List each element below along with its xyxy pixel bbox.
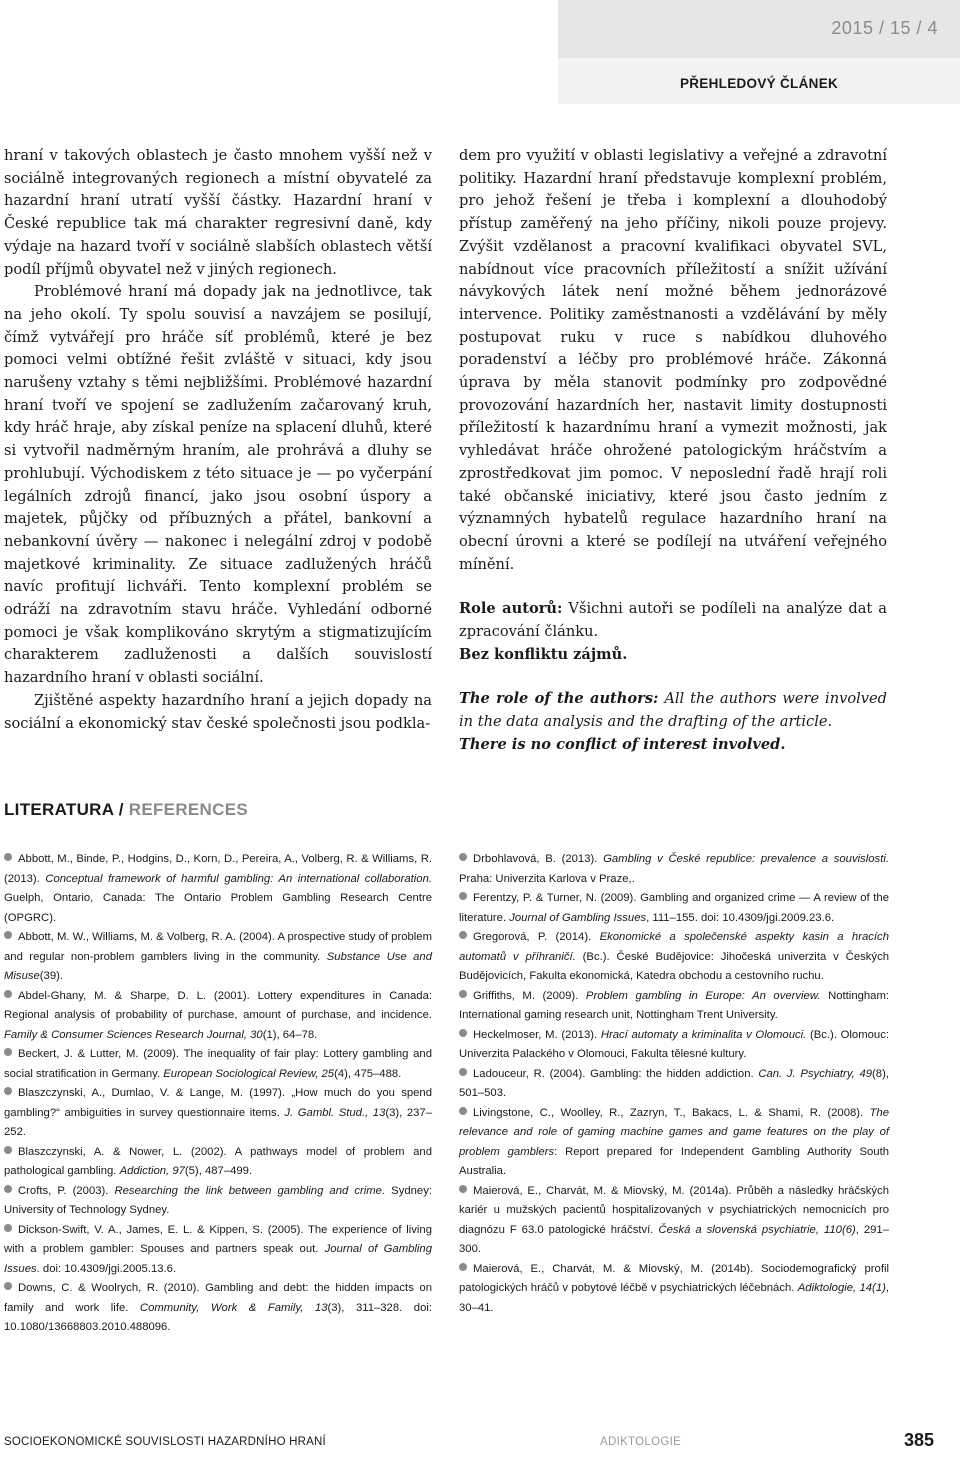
paragraph: Problémové hraní má dopady jak na jednotlivce, tak na jeho okolí. Ty spolu souvisí a navzájem se posilují, čímž vytvářejí pro hráče síť problémů, které je bez pomoci velmi obtížné řešit zvláště v situaci, kdy jsou narušeny vztahy s těmi nejbližšími. Problémové hazardní hraní tvoří ve spojení se zadlužením začarovaný kruh, kdy hráč hraje, aby získal peníze na splacení dluhů, které si vytvořil nadměrným hraním, ale prohrává a dluhy se prohlubují. Východiskem z této situace je — po vyčerpání legálních zdrojů financí, jako jsou osobní úspory a majetek, půjčky od příbuzných a přátel, bankovní a nebankovní úvěry — nakonec i nelegální zdroj v podobě majetkové kriminality. Ze situace zadlužených hráčů navíc profitují lichváři. Tento komplexní problém se odráží na zdravotním stavu hráče. Vyhledání odborné pomoci je však komplikováno skrytým a stigmatizujícím charakterem zadluženosti a dalších souvislostí hazardního hraní v oblasti sociální. [4,283,432,687]
reference-part: , 30–41. [459,1282,889,1314]
reference-part: Beckert, J. & Lutter, M. (2009). The inequality of fair play: Lottery gambling and social stratification in Germany. [4,1048,432,1080]
paragraph: dem pro využití v oblasti legislativy a veřejné a zdravotní politiky. Hazardní hraní představuje komplexní problém, pro jehož řešení je třeba i komplexní a dlouhodobý přístup zaměřený na jeho příčiny, nikoli pouze projevy. Zvýšit vzdělanost a pracovní kvalifikaci obyvatel SVL, nabídnout více pracovních příležitostí a snížit užívání návykových látek není možné během jednorázové intervence. Politiky zaměstnanosti a vzdělávání by měly postupovat ruku v ruce s nabídkou dluhového poradenství a léčby pro problémové hráče. Zákonná úprava by měla stanovit podmínky pro zodpovědné provozování hazardních her, nastavit limity dostupnosti příležitostí k hazardnímu hraní a vymezit možnosti, jak vyhledávat hráče ohrožené patologickým hráčstvím a zprostředkovat jim pomoc. V neposlední řadě hrají roli také občanské iniciativy, které jsou často jedním z významných hybatelů regulace hazardního hraní na obecní úrovni a které se podílejí na utváření veřejného mínění. [459,147,887,573]
page-number: 385 [903,1430,934,1450]
reference-part: Ferentzy, P. & Turner, N. (2009). Gambling and organized crime — A review of the literature. [459,892,889,924]
reference-part: Conceptual framework of harmful gambling: An international collaboration. [45,872,432,885]
left-text-column [4,145,432,735]
author-role-text: Všichni autoři se podíleli na analýze dat a zpracování článku. [459,600,887,641]
reference-part: Journal of Gambling Issues [509,911,647,924]
reference-part: Can. J. Psychiatry, 49 [758,1067,873,1080]
reference-part: Gregorová, P. (2014). [473,931,600,943]
bullet-icon [459,990,467,998]
reference-part: Ekonomické a společenské aspekty kasin a hracích automatů v příhraničí. [459,931,889,963]
reference-part: (5), 487–499. [184,1165,253,1177]
reference-part: Nottingham: International gaming research unit, Nottingham Trent University. [459,989,889,1021]
reference-part: (3), 237–252. [4,1106,432,1138]
literature-heading [4,800,248,820]
reference-part: Downs, C. & Woolrych, R. (2010). Gambling and debt: the hidden impacts on family and work life. [4,1282,432,1314]
bullet-icon [459,892,467,900]
reference-item [4,1221,432,1280]
reference-part: Drbohlavová, B. (2013). [473,853,604,865]
reference-item [4,1045,432,1084]
reference-item [4,850,432,928]
reference-part: Community, Work & Family, 13 [139,1301,328,1314]
reference-part: Family & Consumer Sciences Research Journal, 30 [4,1028,263,1041]
bullet-icon [459,1263,467,1271]
article-type: PŘEHLEDOVÝ ČLÁNEK [679,76,839,91]
literature-heading-en: REFERENCES [128,800,248,819]
bullet-icon [4,1282,12,1290]
reference-item [459,1026,889,1065]
reference-part: Praha: Univerzita Karlova v Praze,. [459,872,635,885]
reference-item [4,1182,432,1221]
reference-part: Addiction, 97 [119,1165,185,1177]
bullet-icon [4,1048,12,1056]
literature-heading-cz: LITERATURA / [4,800,129,819]
reference-part: Livingstone, C., Woolley, R., Zazryn, T., Bakacs, L. & Shami, R. (2008). [473,1106,870,1119]
conflict-statement-en: There is no conflict of interest involved. [459,735,786,753]
reference-part: Sydney: University of Technology Sydney. [4,1184,432,1216]
reference-item [459,1065,889,1104]
reference-part: , 291–300. [459,1223,889,1255]
reference-part: (39). [39,970,64,982]
reference-part: , 111–155. doi: 10.4309/jgi.2009.23.6. [646,911,835,924]
reference-part: Griffiths, M. (2009). [473,989,586,1002]
bullet-icon [4,853,12,861]
author-role-en-text: All the authors were involved in the data analysis and the drafting of the article. [459,690,888,731]
reference-item [459,1182,889,1260]
reference-part: (3), 311–328. doi: 10.1080/13668803.2010.488096. [4,1301,433,1333]
reference-part: Abbott, M., Binde, P., Hodgins, D., Korn, D., Pereira, A., Volberg, R. & Williams, R. (2013). [4,853,432,885]
reference-part: . doi: 10.4309/jgi.2005.13.6. [36,1262,177,1275]
reference-part: Česká a slovenská psychiatrie, 110(6) [658,1223,856,1236]
bullet-icon [459,853,467,861]
bullet-icon [4,1087,12,1095]
bullet-icon [459,1185,467,1193]
bullet-icon [4,1146,12,1154]
reference-part: European Sociological Review, 25 [163,1067,335,1080]
reference-item [459,1104,889,1182]
reference-item [459,987,889,1026]
author-role [459,598,887,643]
reference-item [459,1260,889,1319]
reference-item [4,987,432,1046]
bullet-icon [459,931,467,939]
reference-part: Hrací automaty a kriminalita v Olomouci. [600,1028,807,1041]
reference-item [4,928,432,987]
reference-part: (Bc.). Olomouc: Univerzita Palackého v Olomouci, Fakulta tělesné kultury. [459,1028,889,1060]
paragraph: Zjištěné aspekty hazardního hraní a jejich dopady na sociální a ekonomický stav české společnosti jsou podkla- [4,691,432,732]
reference-part: Abbott, M. W., Williams, M. & Volberg, R. A. (2004). A prospective study of problem and regular non-problem gamblers living in the community. [4,931,432,963]
reference-part: Journal of Gambling Issues [4,1243,432,1275]
paragraph: hraní v takových oblastech je často mnohem vyšší než v sociálně integrovaných regionech a místní obyvatelé za hazardní hraní utratí vyšší částky. Hazardní hraní v České republice tak má charakter regresivní daně, kdy výdaje na hazard tvoří v sociálně slabších oblastech větší podíl příjmů obyvatel než v jiných regionech. [4,147,432,278]
reference-item [459,850,889,889]
conflict-statement: Bez konfliktu zájmů. [459,645,628,663]
author-role-en [459,688,887,733]
reference-part: Blaszczynski, A., Dumlao, V. & Lange, M. (1997). „How much do you spend gambling?“ ambiguities in survey questionnaire items. [4,1087,432,1119]
reference-part: Maierová, E., Charvát, M. & Miovský, M. (2014a). Průběh a následky hráčských kariér u mužských pacientů hospitalizovaných v psychiatrických nemocnicích pro diagnózu F 63.0 patologické hráčství. [459,1184,889,1236]
bullet-icon [4,990,12,998]
reference-part: Researching the link between gambling and crime. [114,1184,386,1197]
reference-part: Ladouceur, R. (2004). Gambling: the hidden addiction. [473,1067,759,1080]
bullet-icon [459,1029,467,1037]
reference-part: (Bc.). České Budějovice: Jihočeská univerzita v Českých Budějovicích, Fakulta ekonomická, Katedra obchodu a cestovního ruchu. [459,950,889,982]
reference-item [4,1143,432,1182]
reference-part: Crofts, P. (2003). [18,1184,115,1197]
author-role-label: Role autorů: [459,600,563,618]
reference-part: Problem gambling in Europe: An overview. [585,989,821,1002]
reference-item [459,889,889,928]
reference-part: The relevance and role of gaming machine games and game features on the play of problem gamblers [459,1106,889,1158]
bullet-icon [4,1224,12,1232]
reference-part: Dickson-Swift, V. A., James, E. L. & Kippen, S. (2005). The experience of living with a problem gambler: Spouses and partners speak out. [4,1223,432,1255]
bullet-icon [459,1068,467,1076]
references-right [459,850,889,1318]
reference-part: (8), 501–503. [459,1067,889,1099]
reference-item [4,1279,432,1338]
reference-part: Abdel-Ghany, M. & Sharpe, D. L. (2001). Lottery expenditures in Canada: Regional analysis of probability of purchase, amount of purchase, and incidence. [4,989,432,1021]
reference-part: (4), 475–488. [334,1067,402,1080]
reference-item [4,1084,432,1143]
bullet-icon [4,931,12,939]
issue-number: 2015 / 15 / 4 [831,18,938,38]
reference-part: Gambling v České republice: prevalence a souvislosti. [603,853,889,865]
bullet-icon [4,1185,12,1193]
author-role-en-label: The role of the authors: [459,690,659,708]
bullet-icon [459,1107,467,1115]
right-text-column [459,145,887,757]
journal-name: ADIKTOLOGIE [600,1436,682,1448]
reference-part: Substance Use and Misuse [4,950,432,982]
reference-part: Adiktologie, 14(1) [797,1282,886,1294]
reference-part: Blaszczynski, A. & Nower, L. (2002). A pathways model of problem and pathological gambling. [4,1145,432,1177]
reference-part: Guelph, Ontario, Canada: The Ontario Problem Gambling Research Centre (OPGRC). [4,892,432,924]
reference-part: Maierová, E., Charvát, M. & Miovský, M. (2014b). Sociodemografický profil patologických hráčů v pobytové léčbě v psychiatrických léčebnách. [459,1262,889,1294]
reference-part: J. Gambl. Stud., 13 [284,1106,386,1119]
reference-part: Heckelmoser, M. (2013). [473,1028,601,1041]
reference-part: : Report prepared for Independent Gambling Authority South Australia. [459,1145,889,1177]
reference-item [459,928,889,987]
references-left [4,850,432,1338]
reference-part: (1), 64–78. [262,1028,318,1041]
running-title: SOCIOEKONOMICKÉ SOUVISLOSTI HAZARDNÍHO HRANÍ [4,1436,326,1448]
